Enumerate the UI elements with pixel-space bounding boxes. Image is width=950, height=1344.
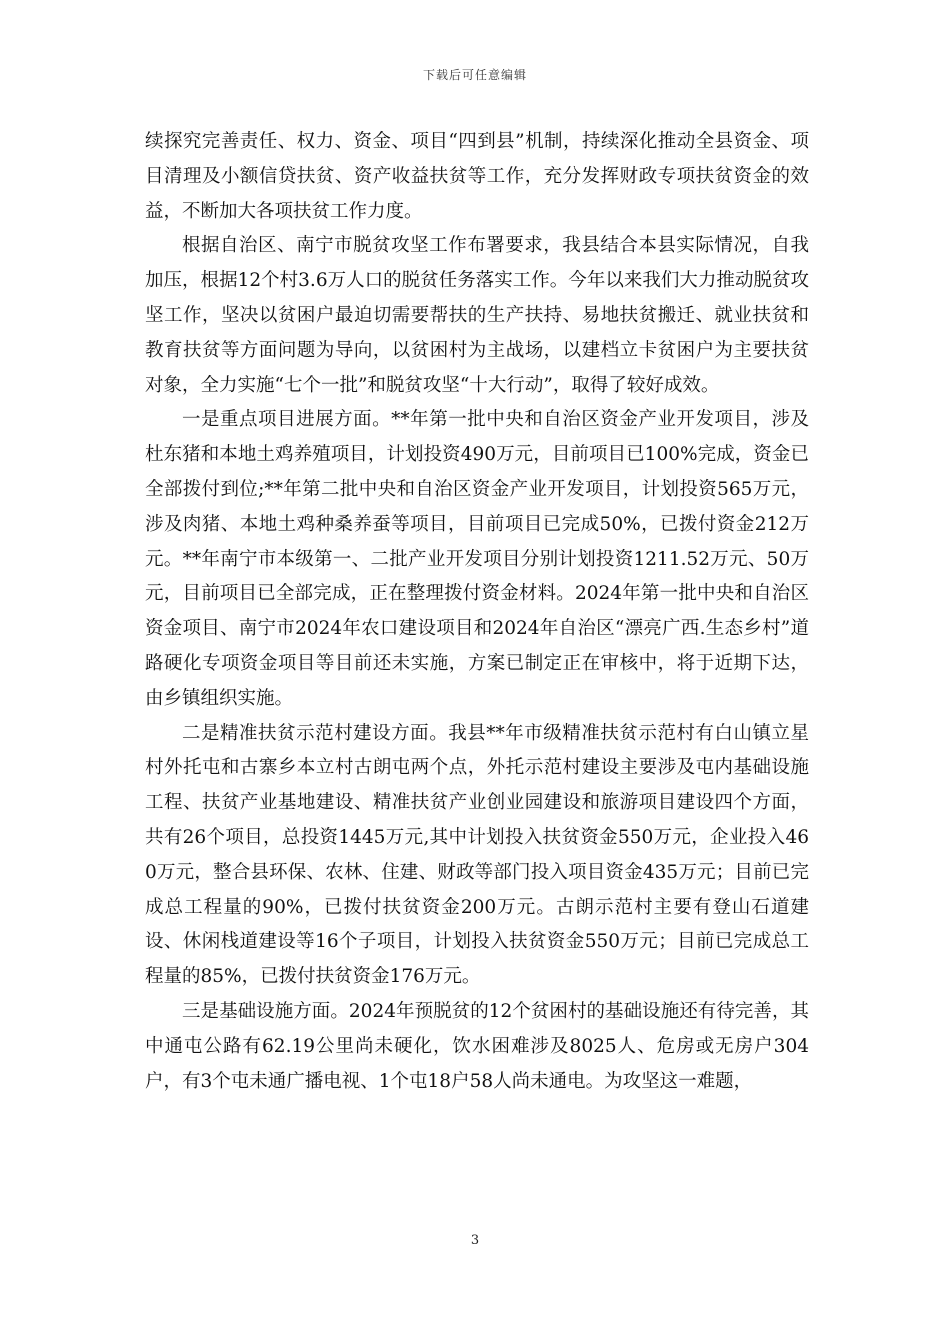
paragraph-1: 续探究完善责任、权力、资金、项目“四到县”机制，持续深化推动全县资金、项目清理及小额信贷扶贫、资产收益扶贫等工作，充分发挥财政专项扶贫资金的效益，不断加大各项扶贫工作力度。 (145, 131, 809, 222)
paragraph-3: 一是重点项目进展方面。**年第一批中央和自治区资金产业开发项目，涉及杜东猪和本地土鸡养殖项目，计划投资490万元，目前项目已100%完成，资金已全部拨付到位;**年第二批中央和自治区资金产业开发项目，计划投资565万元，涉及肉猪、本地土鸡种桑养蚕等项目，目前项目已完成50%，已拨付资金212万元。**年南宁市本级第一、二批产业开发项目分别计划投资1211.52万元、50万元，目前项目已全部完成，正在整理拨付资金材料。2024年第一批中央和自治区资金项目、南宁市2024年农口建设项目和2024年自治区“漂亮广西.生态乡村”道路硬化专项资金项目等目前还未实施，方案已制定正在审核中，将于近期下达，由乡镇组织实施。 (145, 409, 809, 709)
document-body (145, 125, 809, 1099)
page-number: 3 (470, 1233, 480, 1248)
paragraph-4: 二是精准扶贫示范村建设方面。我县**年市级精准扶贫示范村有白山镇立星村外托屯和古寨乡本立村古朗屯两个点，外托示范村建设主要涉及屯内基础设施工程、扶贫产业基地建设、精准扶贫产业创业园建设和旅游项目建设四个方面，共有26个项目，总投资1445万元,其中计划投入扶贫资金550万元，企业投入460万元，整合县环保、农林、住建、财政等部门投入项目资金435万元；目前已完成总工程量的90%，已拨付扶贫资金200万元。古朗示范村主要有登山石道建设、休闲栈道建设等16个子项目，计划投入扶贫资金550万元；目前已完成总工程量的85%，已拨付扶贫资金176万元。 (145, 722, 809, 988)
paragraph-2: 根据自治区、南宁市脱贫攻坚工作布署要求，我县结合本县实际情况，自我加压，根据12个村3.6万人口的脱贫任务落实工作。今年以来我们大力推动脱贫攻坚工作，坚决以贫困户最迫切需要帮扶的生产扶持、易地扶贫搬迁、就业扶贫和教育扶贫等方面问题为导向，以贫困村为主战场，以建档立卡贫困户为主要扶贫对象，全力实施“七个一批”和脱贫攻坚“十大行动”，取得了较好成效。 (145, 235, 809, 396)
page-header: 下载后可任意编辑 (422, 68, 527, 82)
paragraph-5: 三是基础设施方面。2024年预脱贫的12个贫困村的基础设施还有待完善，其中通屯公路有62.19公里尚未硬化，饮水困难涉及8025人、危房或无房户304户，有3个屯未通广播电视、1个屯18户58人尚未通电。为攻坚这一难题， (145, 1000, 809, 1092)
